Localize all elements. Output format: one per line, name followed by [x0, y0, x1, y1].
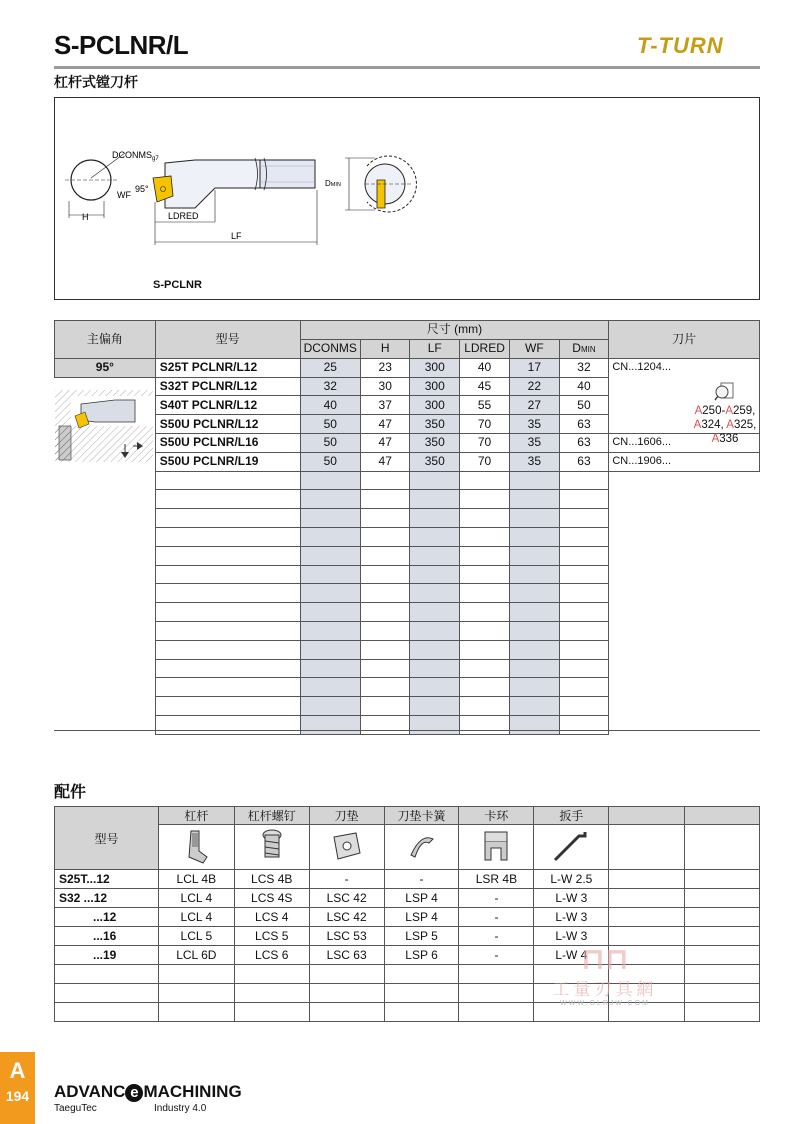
dimension-cell: 300 [410, 377, 460, 396]
insert-cell: CN...1906... [609, 452, 760, 471]
accessory-cell [609, 889, 685, 908]
accessory-model-cell [55, 965, 159, 984]
accessory-row [55, 889, 760, 908]
dimension-cell [300, 546, 360, 565]
model-cell: S50U PCLNR/L12 [155, 415, 300, 434]
accessory-cell: LCS 6 [234, 946, 309, 965]
dimension-cell [559, 509, 609, 528]
accessory-row [55, 908, 760, 927]
dimension-cell [559, 678, 609, 697]
accessory-row [55, 927, 760, 946]
label-angle: 95° [135, 184, 149, 194]
model-cell: S40T PCLNR/L12 [155, 396, 300, 415]
dimension-cell [510, 546, 560, 565]
header-model: 型号 [155, 321, 300, 359]
accessory-cell: LSP 4 [384, 908, 459, 927]
header-ldred: LDRED [460, 339, 510, 358]
dimension-cell [460, 640, 510, 659]
accessory-cell [685, 870, 760, 889]
dimension-cell [300, 678, 360, 697]
dimension-cell: 70 [460, 452, 510, 471]
dimension-cell [510, 697, 560, 716]
accessory-cell: LCL 4 [158, 889, 234, 908]
table-row [55, 358, 760, 377]
wrench-icon [534, 825, 609, 870]
dimension-cell [559, 715, 609, 734]
accessory-cell: LSC 53 [309, 927, 384, 946]
accessory-cell [685, 1003, 760, 1022]
dimension-cell: 63 [559, 433, 609, 452]
acc-header-lever: 杠杆 [158, 807, 234, 825]
logo-sub-left: TaeguTec [54, 1103, 97, 1114]
accessory-cell: - [459, 946, 534, 965]
dimension-cell [410, 471, 460, 490]
label-wf: WF [117, 190, 131, 200]
dimension-cell [300, 527, 360, 546]
dimension-cell: 27 [510, 396, 560, 415]
accessory-cell [158, 965, 234, 984]
page-title: S-PCLNR/L [54, 30, 189, 60]
dimension-cell [510, 509, 560, 528]
acc-header-shim: 刀垫 [309, 807, 384, 825]
dimension-cell [460, 584, 510, 603]
watermark-url: WWW.GLRJW.COM [560, 1000, 650, 1007]
dimension-cell [300, 565, 360, 584]
dimension-cell [559, 527, 609, 546]
dimension-cell: 47 [360, 433, 410, 452]
dimension-cell [300, 697, 360, 716]
accessory-cell [234, 984, 309, 1003]
dimension-cell [360, 509, 410, 528]
accessory-cell: LCS 4 [234, 908, 309, 927]
model-cell [155, 509, 300, 528]
model-cell: S25T PCLNR/L12 [155, 358, 300, 377]
dimension-cell [410, 621, 460, 640]
accessory-cell: - [384, 870, 459, 889]
dimension-cell [360, 715, 410, 734]
dimension-cell [559, 584, 609, 603]
dimension-cell: 350 [410, 452, 460, 471]
dimension-cell [559, 697, 609, 716]
dimension-cell: 23 [360, 358, 410, 377]
accessory-model-cell: ...19 [55, 946, 159, 965]
accessory-cell: LSP 6 [384, 946, 459, 965]
accessory-cell [609, 870, 685, 889]
dimension-cell [300, 603, 360, 622]
accessory-cell: LCL 4 [158, 908, 234, 927]
dimension-cell [410, 509, 460, 528]
accessory-cell: LCS 4S [234, 889, 309, 908]
accessory-model-cell: S32 ...12 [55, 889, 159, 908]
dimension-cell [360, 584, 410, 603]
dimension-cell [410, 715, 460, 734]
shim-pin-icon [384, 825, 459, 870]
accessory-cell [234, 1003, 309, 1022]
accessory-cell [384, 984, 459, 1003]
dimension-cell: 50 [300, 452, 360, 471]
acc-header-lever-screw: 杠杆螺钉 [234, 807, 309, 825]
dimension-cell: 40 [559, 377, 609, 396]
accessory-cell [234, 965, 309, 984]
accessory-cell: LCL 5 [158, 927, 234, 946]
dimension-cell [410, 565, 460, 584]
table-row [55, 433, 760, 452]
accessory-cell: LSC 42 [309, 889, 384, 908]
accessory-cell [685, 927, 760, 946]
dimension-cell [460, 697, 510, 716]
dimension-cell [410, 678, 460, 697]
dimension-cell [410, 490, 460, 509]
watermark-text: 工量刃具網 [552, 980, 658, 999]
dimension-cell [300, 659, 360, 678]
accessory-cell: - [459, 927, 534, 946]
acc-header-model: 型号 [55, 807, 159, 870]
table-row-empty [55, 471, 760, 490]
dimension-cell [410, 603, 460, 622]
accessory-model-cell [55, 1003, 159, 1022]
dimension-cell [360, 640, 410, 659]
dimension-cell [510, 678, 560, 697]
accessory-cell [309, 1003, 384, 1022]
dimension-cell [300, 621, 360, 640]
model-cell [155, 640, 300, 659]
model-cell [155, 603, 300, 622]
accessory-model-cell [55, 984, 159, 1003]
accessory-cell [685, 984, 760, 1003]
accessory-cell: LCL 6D [158, 946, 234, 965]
dimension-cell [360, 659, 410, 678]
dimension-cell [360, 471, 410, 490]
watermark-logo-icon: ⊓⊓ [581, 943, 629, 976]
accessory-cell: L-W 3 [534, 927, 609, 946]
dimension-cell [300, 490, 360, 509]
dimension-cell [559, 546, 609, 565]
accessory-cell: LSC 42 [309, 908, 384, 927]
accessory-cell [384, 1003, 459, 1022]
accessory-cell [459, 965, 534, 984]
holder-illustration [55, 390, 153, 467]
dimension-cell [300, 584, 360, 603]
model-cell [155, 546, 300, 565]
dimension-cell [360, 490, 410, 509]
accessory-model-cell: ...16 [55, 927, 159, 946]
dimension-cell [410, 584, 460, 603]
page-tab [0, 1052, 35, 1124]
accessory-cell [384, 965, 459, 984]
dimension-cell [559, 659, 609, 678]
dimension-cell [300, 715, 360, 734]
dimension-cell [460, 603, 510, 622]
label-h: H [82, 212, 89, 222]
dimension-cell [410, 659, 460, 678]
dimension-cell: 50 [300, 433, 360, 452]
model-cell: S50U PCLNR/L19 [155, 452, 300, 471]
retainer-icon [459, 825, 534, 870]
table-row [55, 415, 760, 434]
dimension-cell [410, 527, 460, 546]
dimension-cell [360, 621, 410, 640]
table-row [55, 452, 760, 471]
acc-icon-empty-2 [685, 825, 760, 870]
dimension-cell: 300 [410, 358, 460, 377]
dimension-cell [360, 546, 410, 565]
header-rule [54, 66, 760, 69]
accessory-cell: LSC 63 [309, 946, 384, 965]
dimension-cell [510, 527, 560, 546]
footer-logo: ADVANC e MACHINING TaeguTec Industry 4.0 [54, 1082, 242, 1114]
tool-drawing-box [54, 97, 760, 300]
dimension-cell [410, 546, 460, 565]
accessory-cell [459, 984, 534, 1003]
dimension-cell: 47 [360, 452, 410, 471]
dimension-cell [510, 715, 560, 734]
dimension-cell: 17 [510, 358, 560, 377]
label-lf: LF [231, 231, 242, 241]
watermark [540, 945, 670, 1007]
dimension-cell [460, 715, 510, 734]
accessory-cell: L-W 3 [534, 889, 609, 908]
accessory-cell: - [309, 870, 384, 889]
logo-e-icon: e [125, 1084, 143, 1102]
acc-icon-empty-1 [609, 825, 685, 870]
dimension-cell [559, 603, 609, 622]
accessory-cell [609, 908, 685, 927]
acc-header-empty-2 [685, 807, 760, 825]
model-cell [155, 659, 300, 678]
dimension-cell [510, 471, 560, 490]
accessory-cell: - [459, 889, 534, 908]
dimension-table [54, 320, 760, 735]
dimension-cell [360, 603, 410, 622]
accessory-cell [685, 889, 760, 908]
dimension-cell: 63 [559, 452, 609, 471]
shim-icon [309, 825, 384, 870]
model-cell: S50U PCLNR/L16 [155, 433, 300, 452]
acc-header-retainer: 卡环 [459, 807, 534, 825]
brand-logo: T-TURN [637, 33, 724, 58]
dimension-cell: 32 [559, 358, 609, 377]
dimension-cell [360, 565, 410, 584]
header-lf: LF [410, 339, 460, 358]
model-cell [155, 584, 300, 603]
dimension-cell: 50 [559, 396, 609, 415]
dimension-cell [559, 471, 609, 490]
accessory-row [55, 870, 760, 889]
accessory-cell [459, 1003, 534, 1022]
dimension-cell: 50 [300, 415, 360, 434]
dimension-cell [300, 471, 360, 490]
dimension-cell: 32 [300, 377, 360, 396]
dimension-cell [460, 471, 510, 490]
model-cell [155, 678, 300, 697]
dimension-cell: 22 [510, 377, 560, 396]
dimension-cell [510, 584, 560, 603]
accessory-cell [309, 965, 384, 984]
accessory-cell [158, 1003, 234, 1022]
dimension-cell: 47 [360, 415, 410, 434]
accessory-cell [685, 965, 760, 984]
header-insert: 刀片 [609, 321, 760, 359]
accessory-cell: LCL 4B [158, 870, 234, 889]
header-h: H [360, 339, 410, 358]
insert-cell: CN...1204... [609, 358, 760, 377]
accessory-cell [158, 984, 234, 1003]
label-dmin: DMIN [325, 179, 341, 188]
accessory-cell: LSR 4B [459, 870, 534, 889]
model-cell [155, 621, 300, 640]
dimension-cell [510, 490, 560, 509]
table-bottom-rule [54, 730, 760, 731]
dimension-cell: 350 [410, 433, 460, 452]
dimension-cell [410, 697, 460, 716]
accessory-cell: - [459, 908, 534, 927]
accessory-cell [309, 984, 384, 1003]
model-cell [155, 471, 300, 490]
dimension-cell [460, 490, 510, 509]
dimension-cell [460, 621, 510, 640]
dimension-cell [460, 678, 510, 697]
insert-page-reference[interactable]: A250-A259, A324, A325, A336 [690, 382, 760, 446]
acc-header-wrench: 扳手 [534, 807, 609, 825]
header-dconms: DCONMS [300, 339, 360, 358]
dimension-cell: 35 [510, 452, 560, 471]
accessory-cell [685, 946, 760, 965]
accessory-model-cell: ...12 [55, 908, 159, 927]
model-cell: S32T PCLNR/L12 [155, 377, 300, 396]
dimension-cell [360, 527, 410, 546]
dimension-cell [559, 565, 609, 584]
dimension-cell [300, 509, 360, 528]
dimension-cell [510, 603, 560, 622]
dimension-cell: 40 [300, 396, 360, 415]
dimension-cell [360, 678, 410, 697]
model-cell [155, 697, 300, 716]
section-letter: A [9, 1058, 26, 1083]
accessory-cell: LSP 4 [384, 889, 459, 908]
dimension-cell: 40 [460, 358, 510, 377]
dimension-cell [510, 659, 560, 678]
accessory-cell: L-W 4 [534, 946, 609, 965]
dimension-cell [559, 621, 609, 640]
lever-icon [158, 825, 234, 870]
dimension-cell: 55 [460, 396, 510, 415]
dimension-cell [460, 546, 510, 565]
model-cell [155, 527, 300, 546]
accessory-cell: LSP 5 [384, 927, 459, 946]
dimension-cell: 350 [410, 415, 460, 434]
dimension-cell [510, 621, 560, 640]
page-number: 194 [5, 1088, 30, 1104]
dimension-cell: 25 [300, 358, 360, 377]
accessory-cell: L-W 2.5 [534, 870, 609, 889]
logo-sub-right: Industry 4.0 [154, 1103, 207, 1114]
insert-empty-cell [609, 471, 760, 734]
dimension-cell: 63 [559, 415, 609, 434]
header-dimensions: 尺寸 (mm) [300, 321, 609, 340]
dimension-cell [410, 640, 460, 659]
acc-header-empty-1 [609, 807, 685, 825]
accessories-title: 配件 [54, 782, 87, 801]
dimension-cell [460, 659, 510, 678]
dimension-cell [300, 640, 360, 659]
accessory-cell [685, 908, 760, 927]
dimension-cell [510, 640, 560, 659]
approach-angle-value: 95° [55, 358, 156, 377]
model-cell [155, 715, 300, 734]
dimension-cell: 37 [360, 396, 410, 415]
accessory-cell: LCS 5 [234, 927, 309, 946]
dimension-cell [460, 509, 510, 528]
label-dconms: $DCONMS_{g7}$ [112, 150, 159, 162]
label-ldred: LDRED [168, 211, 199, 221]
dimension-cell [460, 527, 510, 546]
model-cell [155, 490, 300, 509]
table-row [55, 396, 760, 415]
dimension-cell: 30 [360, 377, 410, 396]
figure-caption: S-PCLNR [153, 279, 202, 291]
table-row [55, 377, 760, 396]
lever-screw-icon [234, 825, 309, 870]
dimension-cell [510, 565, 560, 584]
page-subtitle: 杠杆式镗刀杆 [54, 75, 138, 91]
tool-drawing [55, 98, 761, 301]
dimension-cell [360, 697, 410, 716]
insert-cell: CN...1606... [609, 433, 760, 452]
dimension-cell: 35 [510, 433, 560, 452]
dimension-cell: 70 [460, 415, 510, 434]
header-approach-angle: 主偏角 [55, 321, 156, 359]
dimension-cell: 35 [510, 415, 560, 434]
header-wf: WF [510, 339, 560, 358]
dimension-cell [460, 565, 510, 584]
accessory-model-cell: S25T...12 [55, 870, 159, 889]
model-cell [155, 565, 300, 584]
magnifier-icon [714, 382, 736, 402]
accessory-cell: LCS 4B [234, 870, 309, 889]
dimension-cell: 45 [460, 377, 510, 396]
dimension-cell [559, 490, 609, 509]
dimension-cell: 70 [460, 433, 510, 452]
dimension-cell [559, 640, 609, 659]
header-dmin: DMIN [559, 339, 609, 358]
dimension-cell: 300 [410, 396, 460, 415]
acc-header-shim-pin: 刀垫卡簧 [384, 807, 459, 825]
accessory-cell: L-W 3 [534, 908, 609, 927]
